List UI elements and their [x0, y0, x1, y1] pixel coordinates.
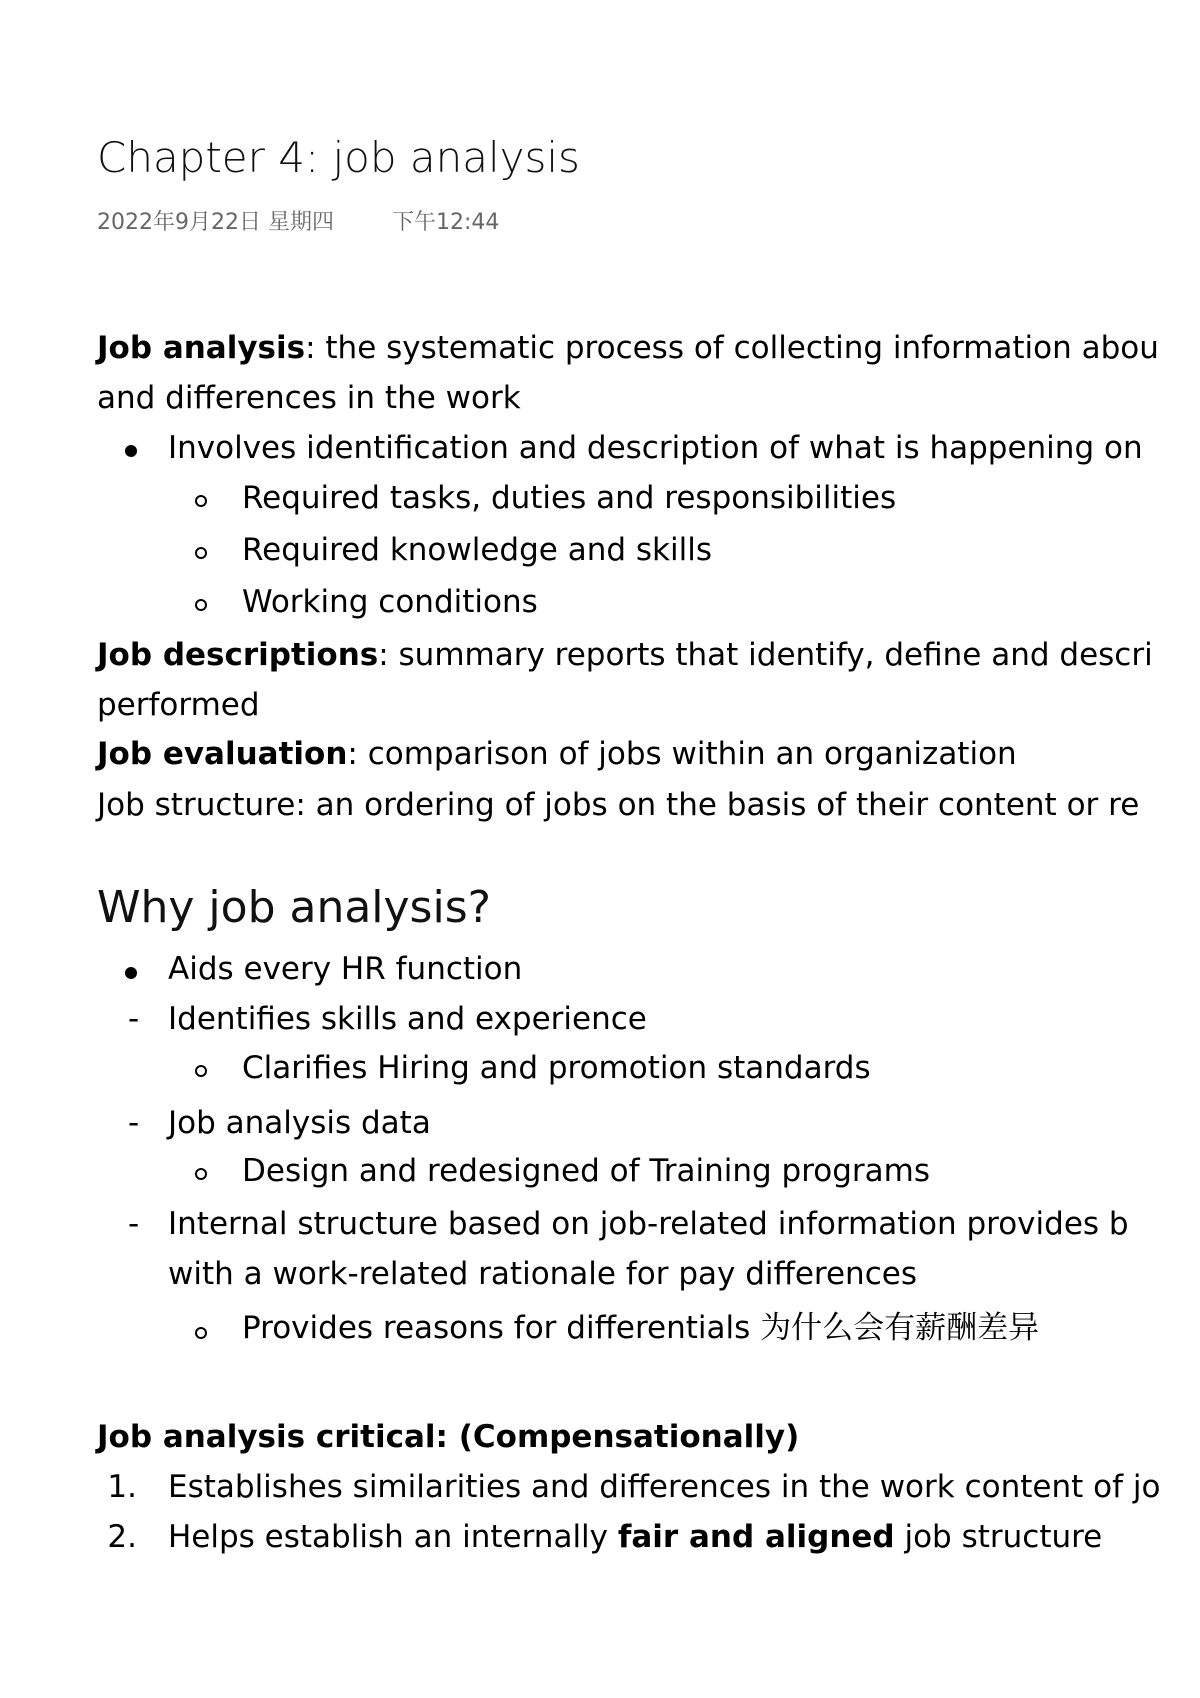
sub-bullet-circle — [195, 1327, 207, 1339]
sub-bullet-circle — [195, 547, 207, 559]
list-item-working-conditions[interactable]: Working conditions — [242, 584, 538, 620]
job-evaluation-definition[interactable] — [97, 736, 1017, 773]
dash-marker: - — [128, 1105, 140, 1141]
job-descriptions-term: Job descriptions — [97, 637, 379, 673]
job-analysis-text: : the systematic process of collecting information abou — [305, 330, 1159, 366]
section-heading-why[interactable]: Why job analysis? — [97, 882, 491, 933]
list-item-training-programs[interactable]: Design and redesigned of Training programs — [242, 1153, 931, 1189]
page-title[interactable]: Chapter 4: job analysis — [97, 133, 580, 182]
page-time: 下午12:44 — [391, 210, 500, 235]
list-item-job-analysis-data[interactable]: Job analysis data — [168, 1105, 431, 1141]
list-item-provides-reasons[interactable]: Provides reasons for differentials 为什么会有薪酬差异 — [242, 1310, 1040, 1346]
list-item-helps-establish[interactable] — [168, 1519, 1102, 1556]
list-item-internal-structure-cont[interactable]: with a work-related rationale for pay differences — [168, 1256, 917, 1292]
list-item-required-tasks[interactable]: Required tasks, duties and responsibilities — [242, 480, 897, 516]
list-item-aids-hr[interactable]: Aids every HR function — [168, 951, 523, 987]
dash-marker: - — [128, 1206, 140, 1242]
job-evaluation-text: : comparison of jobs within an organization — [347, 736, 1017, 772]
job-analysis-continuation[interactable]: and differences in the work — [97, 380, 521, 416]
page-date: 2022年9月22日 星期四 — [97, 210, 334, 235]
job-descriptions-definition[interactable] — [97, 637, 1153, 674]
job-analysis-term: Job analysis — [97, 330, 306, 366]
list-item-internal-structure[interactable]: Internal structure based on job-related information provides b — [168, 1206, 1129, 1242]
job-descriptions-continuation[interactable]: performed — [97, 687, 260, 723]
bullet-dot — [125, 445, 137, 457]
bullet-dot — [125, 967, 137, 979]
job-descriptions-text: : summary reports that identify, define and descri — [378, 637, 1153, 673]
list-item-required-knowledge[interactable]: Required knowledge and skills — [242, 532, 712, 568]
page-timestamp — [97, 210, 499, 236]
list-number: 2. — [107, 1519, 137, 1555]
list-number: 1. — [107, 1469, 137, 1505]
job-analysis-definition[interactable] — [97, 330, 1159, 367]
sub-bullet-circle — [195, 495, 207, 507]
helps-establish-prefix: Helps establish an internally — [168, 1519, 618, 1555]
job-structure-definition[interactable]: Job structure: an ordering of jobs on the basis of their content or re — [97, 787, 1140, 823]
list-item-establishes-similarities[interactable]: Establishes similarities and differences in the work content of jo — [168, 1469, 1161, 1505]
dash-marker: - — [128, 1001, 140, 1037]
critical-heading-text: Job analysis critical: (Compensationally) — [97, 1419, 800, 1455]
sub-bullet-circle — [195, 599, 207, 611]
fair-and-aligned-emphasis: fair and aligned — [617, 1519, 895, 1555]
list-item-identifies-skills[interactable]: Identifies skills and experience — [168, 1001, 647, 1037]
list-item-clarifies-hiring[interactable]: Clarifies Hiring and promotion standards — [242, 1050, 871, 1086]
sub-bullet-circle — [195, 1168, 207, 1180]
list-item-involves[interactable]: Involves identification and description of what is happening on — [168, 430, 1143, 466]
helps-establish-suffix: job structure — [894, 1519, 1103, 1555]
job-evaluation-term: Job evaluation — [97, 736, 348, 772]
sub-bullet-circle — [195, 1065, 207, 1077]
section-heading-critical[interactable] — [97, 1419, 799, 1456]
